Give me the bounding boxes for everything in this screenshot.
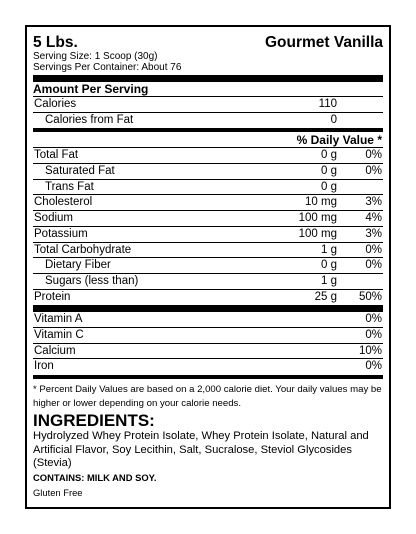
nutrient-row [33,180,383,196]
serving-size: Serving Size: 1 Scoop (30g) [33,51,158,62]
thick-divider [33,75,383,82]
product-flavor: Gourmet Vanilla [264,34,383,51]
nutrient-name: Dietary Fiber [45,259,111,272]
vitamin-name: Vitamin C [34,328,84,341]
nutrient-name: Cholesterol [34,196,93,209]
vitamin-daily-value: 0% [365,313,382,326]
nutrient-name: Calories [34,98,77,110]
daily-value-footnote: * Percent Daily Values are based on a 2,000 calorie diet. Your daily values may be higher or lower depending on your calorie needs. [33,384,382,409]
thick-divider [33,305,383,312]
vitamin-name: Iron [34,360,54,373]
nutrient-amount: 110 [318,98,337,110]
nutrient-daily-value: 0% [365,259,382,272]
nutrient-row [33,164,383,180]
nutrient-row [33,195,383,211]
nutrient-daily-value: 0% [365,243,382,256]
amount-per-serving-heading: Amount Per Serving [33,82,383,97]
nutrient-row [33,274,383,290]
vitamin-name: Calcium [34,344,76,357]
nutrient-daily-value: 3% [365,196,382,209]
vitamin-daily-value: 0% [365,328,382,341]
allergen-statement: CONTAINS: MILK AND SOY. [33,471,157,483]
nutrient-name: Potassium [34,227,88,240]
nutrient-amount: 10 mg [305,196,337,209]
ingredients-heading: INGREDIENTS: [33,411,155,430]
vitamin-row [33,359,383,375]
nutrient-row [33,227,383,243]
nutrient-amount: 1 g [321,243,337,256]
nutrient-amount: 0 g [321,165,337,178]
servings-per-container: Servings Per Container: About 76 [33,62,182,73]
calories-row [33,113,383,129]
nutrient-name: Trans Fat [45,180,94,193]
nutrient-name: Calories from Fat [45,113,134,126]
vitamin-daily-value: 0% [365,360,382,373]
nutrient-daily-value: 3% [365,227,382,240]
nutrient-daily-value: 0% [365,165,382,178]
gluten-free-note: Gluten Free [33,486,83,498]
nutrient-name: Sodium [34,212,73,225]
nutrient-amount: 0 g [321,180,337,193]
vitamin-row [33,312,383,328]
vitamins-table [33,312,383,375]
label-header [33,34,383,51]
nutrient-name: Total Fat [34,149,79,162]
nutrient-daily-value: 4% [365,212,382,225]
nutrient-row [33,243,383,259]
nutrient-row [33,148,383,164]
nutrient-amount: 0 g [321,259,337,272]
product-size: 5 Lbs. [33,34,78,51]
vitamin-name: Vitamin A [34,313,83,326]
vitamin-row [33,344,383,360]
nutrient-name: Total Carbohydrate [34,243,132,256]
nutrient-amount: 100 mg [298,212,337,225]
nutrient-daily-value: 0% [365,149,382,162]
nutrient-amount: 0 g [321,149,337,162]
daily-value-header: % Daily Value * [33,132,383,148]
nutrient-name: Sugars (less than) [45,274,139,287]
nutrient-amount: 100 mg [298,227,337,240]
nutrient-name: Saturated Fat [45,165,115,178]
nutrient-row [33,258,383,274]
vitamin-daily-value: 10% [358,344,382,357]
nutrition-facts-panel [25,25,391,509]
nutrient-name: Protein [34,290,71,303]
vitamin-row [33,328,383,344]
nutrient-row [33,211,383,227]
nutrient-amount: 1 g [321,274,337,287]
calories-section [33,97,383,128]
nutrient-daily-value: 50% [358,290,382,303]
nutrient-amount: 0 [330,113,337,126]
nutrients-table [33,148,383,305]
nutrient-amount: 25 g [314,290,337,303]
medium-divider [33,375,383,379]
ingredients-list: Hydrolyzed Whey Protein Isolate, Whey Protein Isolate, Natural and Artificial Flavor, Soy Lecithin, Salt, Sucralose, Steviol Glycosides (Stevia) [33,430,369,469]
calories-row [33,97,383,113]
nutrient-row [33,290,383,306]
